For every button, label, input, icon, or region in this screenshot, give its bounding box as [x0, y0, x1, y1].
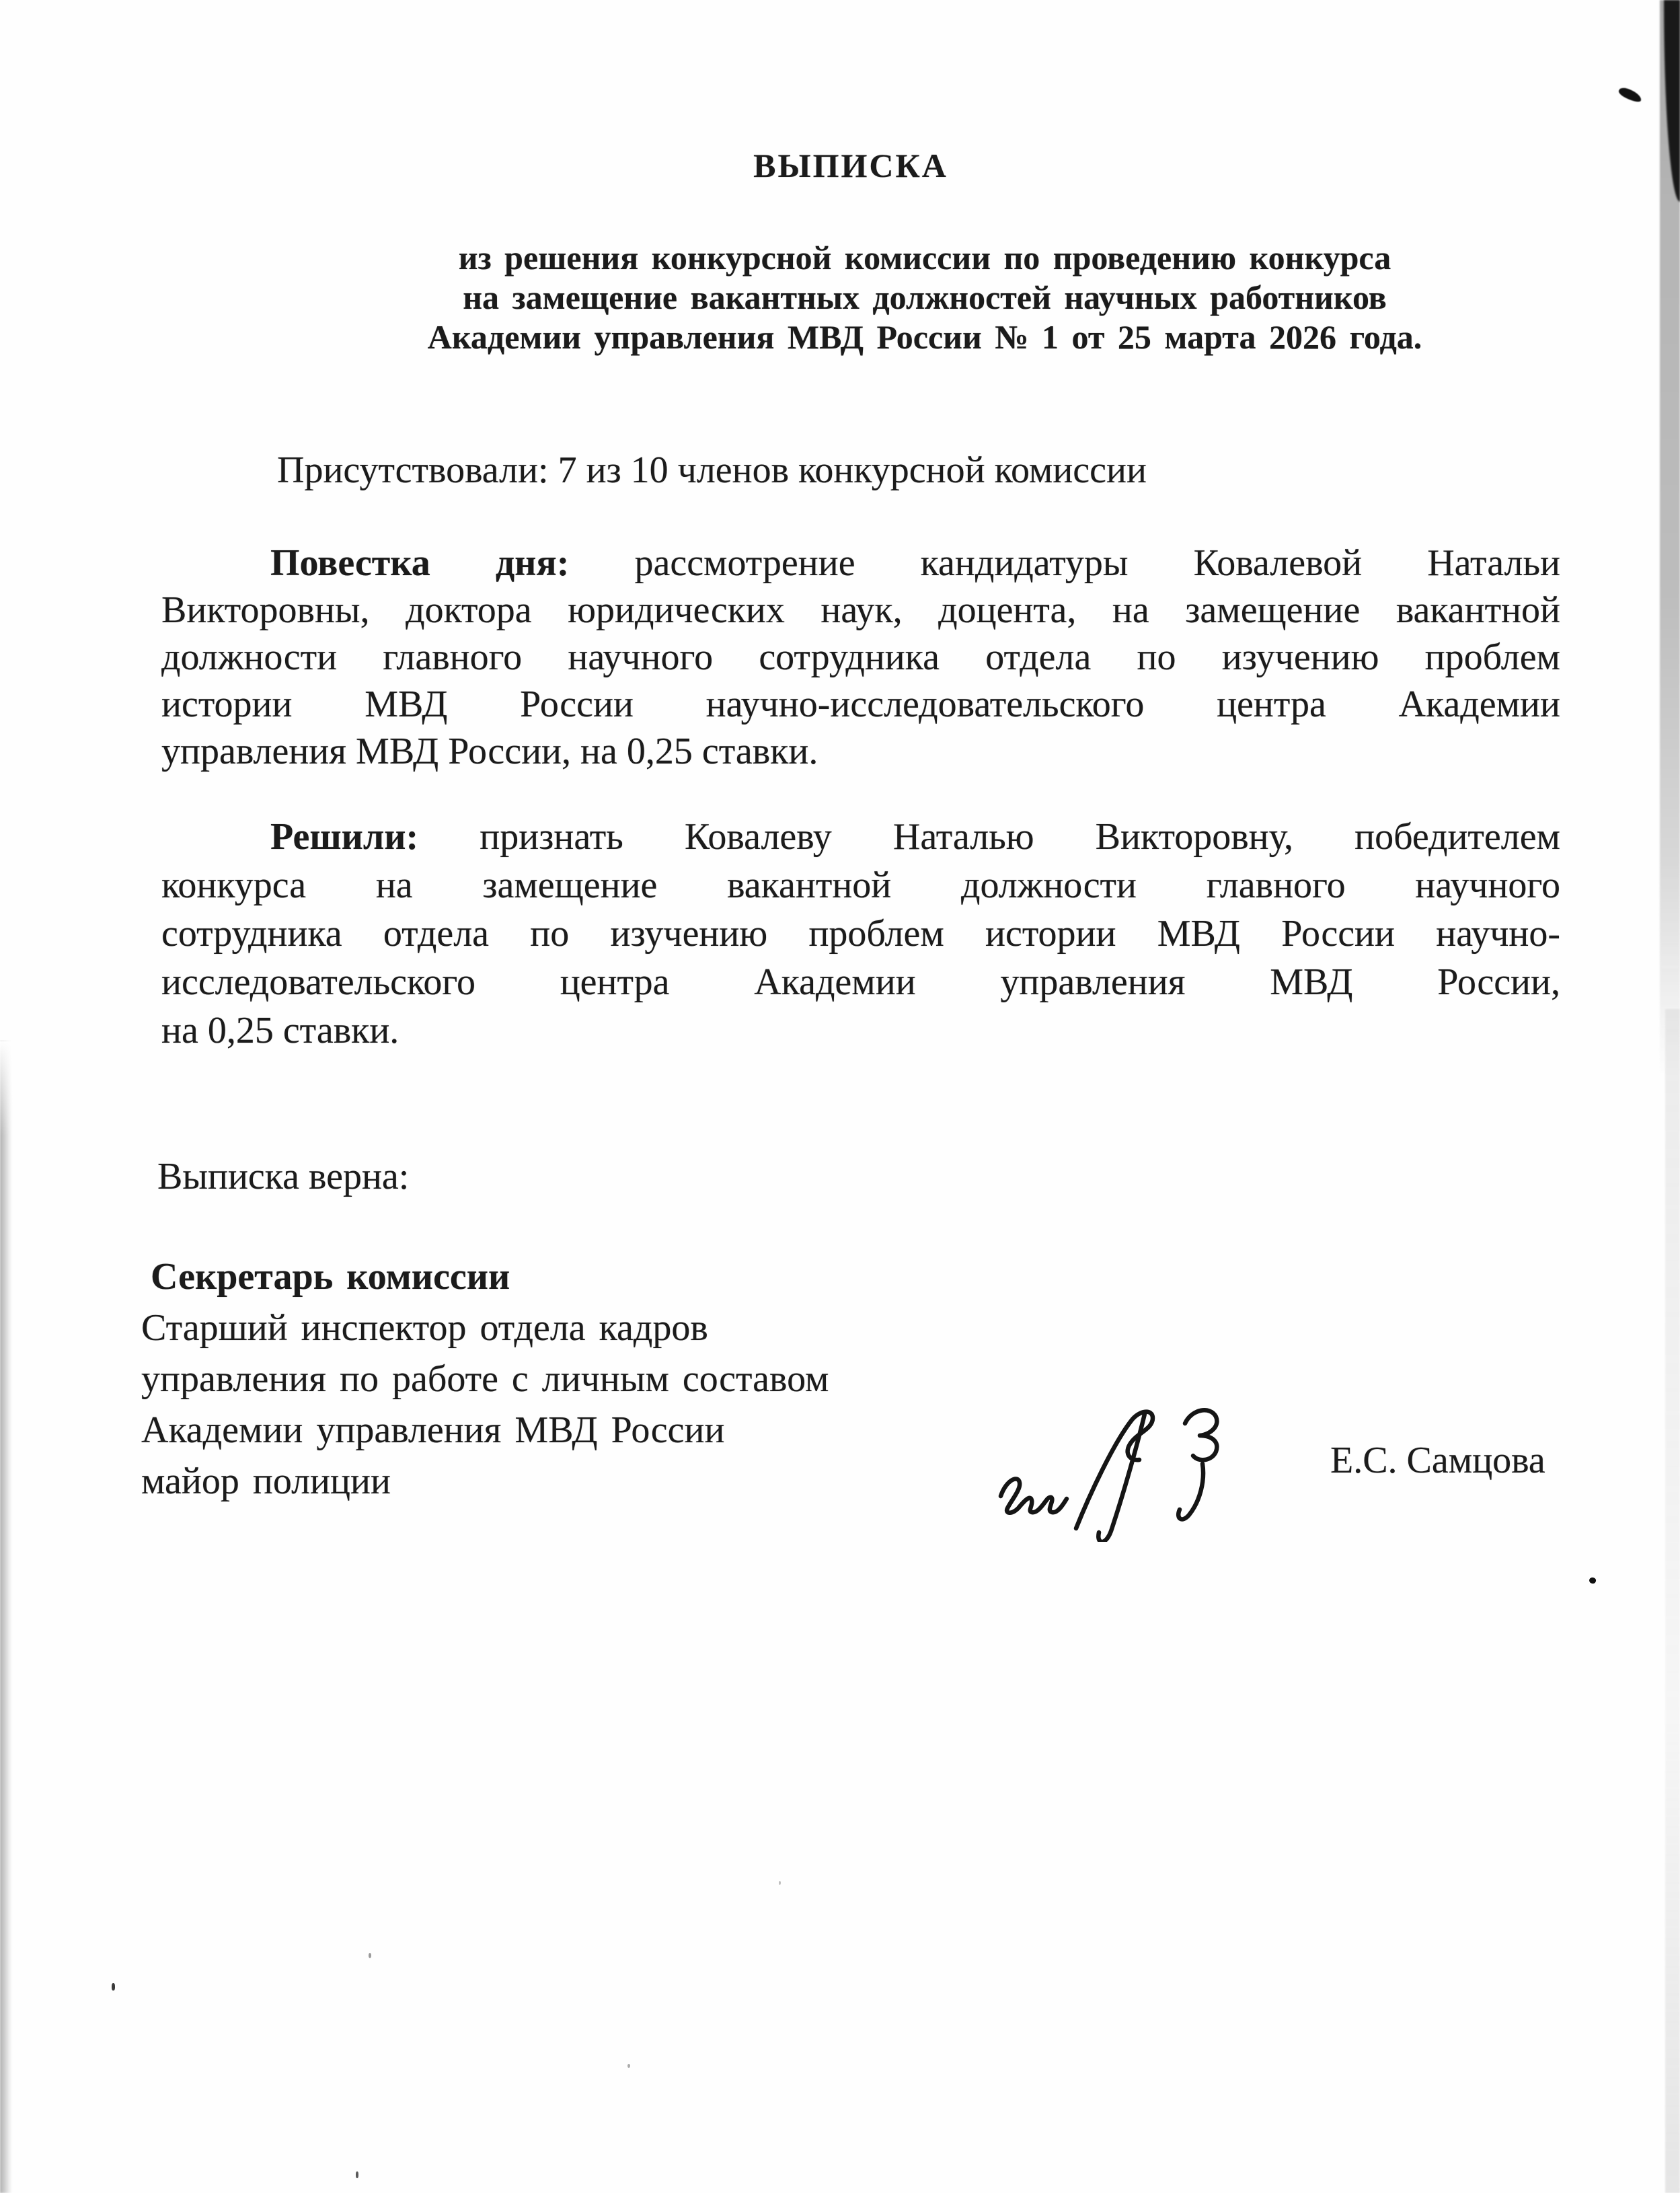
resolution-line-text: признать Ковалеву Наталью Викторовну, победителем: [418, 816, 1560, 858]
scan-speck: [1589, 1577, 1597, 1585]
scan-speck: [112, 1983, 115, 1991]
paragraph-line: на 0,25 ставки.: [161, 1010, 399, 1051]
attendance-line: Присутствовали: 7 из 10 членов конкурсной комиссии: [277, 449, 1147, 491]
scan-speck: [627, 2064, 630, 2068]
agenda-lead-bold: Повестка дня:: [270, 542, 570, 584]
handwritten-signature: [989, 1394, 1231, 1542]
document-subtitle: [286, 238, 1564, 357]
signature-stroke-icon: [989, 1394, 1231, 1542]
signatory-line: управления по работе с личным составом: [141, 1358, 829, 1400]
paragraph-line: истории МВД России научно-исследовательского центра Академии: [161, 683, 1560, 725]
paragraph-line: должности главного научного сотрудника отдела по изучению проблем: [161, 636, 1560, 678]
scan-speck: [356, 2171, 358, 2178]
signatory-line: майор полиции: [141, 1460, 391, 1502]
paragraph-line: конкурса на замещение вакантной должности главного научного: [161, 864, 1560, 906]
ink-dash-mark: [1617, 85, 1643, 104]
scan-edge-shadow-left-fade: [0, 1041, 13, 1136]
scan-speck: [779, 1881, 781, 1885]
signatory-block: [141, 1251, 829, 1507]
signatory-line: Старший инспектор отдела кадров: [141, 1307, 708, 1349]
resolution-paragraph: [161, 813, 1560, 1055]
paragraph-line: исследовательского центра Академии управления МВД России,: [161, 961, 1560, 1003]
subtitle-line: Академии управления МВД России № 1 от 25 марта 2026 года.: [427, 318, 1422, 356]
agenda-line-text: рассмотрение кандидатуры Ковалевой Натальи: [569, 542, 1560, 584]
resolution-lead-bold: Решили:: [270, 816, 419, 858]
paragraph-line: [161, 813, 1560, 861]
signatory-name: Е.С. Самцова: [1330, 1440, 1545, 1481]
subtitle-line: на замещение вакантных должностей научных работников: [463, 278, 1387, 316]
signatory-line: Академии управления МВД России: [141, 1409, 725, 1451]
paragraph-line: [161, 540, 1560, 587]
paragraph-line: Викторовны, доктора юридических наук, доцента, на замещение вакантной: [161, 589, 1560, 631]
subtitle-line: из решения конкурсной комиссии по проведению конкурса: [458, 239, 1391, 276]
scan-edge-shadow-left: [0, 1041, 12, 2193]
paragraph-line: управления МВД России, на 0,25 ставки.: [161, 731, 818, 772]
certification-line: Выписка верна:: [157, 1156, 410, 1197]
signatory-role: Секретарь комиссии: [151, 1256, 510, 1298]
document-title: ВЫПИСКА: [753, 147, 948, 184]
agenda-paragraph: [161, 540, 1560, 775]
paragraph-line: сотрудника отдела по изучению проблем истории МВД России научно-: [161, 913, 1560, 955]
scan-edge-shadow-right-lower: [1665, 1009, 1680, 2193]
scan-speck: [369, 1953, 371, 1958]
